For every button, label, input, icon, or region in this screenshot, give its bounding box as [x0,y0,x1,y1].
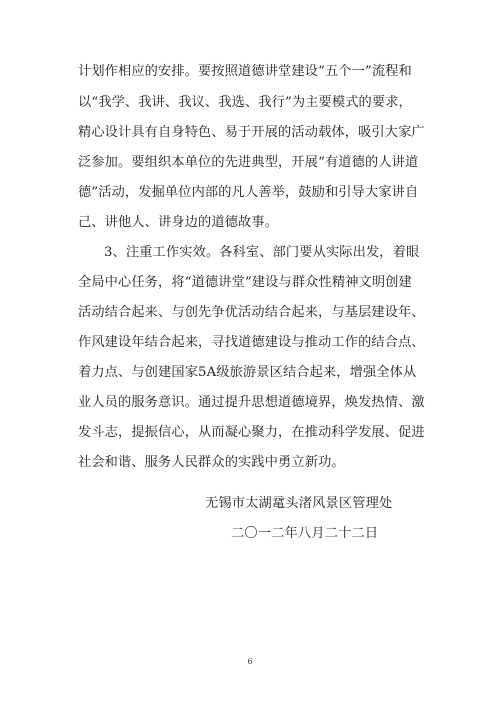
paragraph-2-line-5: 着力点、与创建国家5A级旅游景区结合起来，增强全体从 [78,365,417,380]
paragraph-1-line-5: 德”活动，发掘单位内部的凡人善举，鼓励和引导大家讲自 [78,185,419,200]
paragraph-2-line-7: 发斗志，提振信心，从而凝心聚力，在推动科学发展、促进 [78,425,425,440]
paragraph-2-line-1: 3、注重工作实效。各科室、部门要从实际出发，着眼 [104,245,420,260]
paragraph-1-line-4: 泛参加。要组织本单位的先进典型，开展“有道德的人讲道 [78,155,419,170]
paragraph-2-line-8: 社会和谐、服务人民群众的实践中勇立新功。 [78,455,345,470]
paragraph-1-line-6: 己、讲他人、讲身边的道德故事。 [78,215,279,230]
paragraph-1-line-2: 以“我学、我讲、我议、我选、我行”为主要模式的要求， [78,95,412,110]
signature-organization: 无锡市太湖鼋头渚风景区管理处 [205,496,393,511]
paragraph-2-line-6: 业人员的服务意识。通过提升思想道德境界，焕发热情、激 [78,395,425,410]
paragraph-2-line-2: 全局中心任务，将“道德讲堂”建设与群众性精神文明创建 [78,275,412,290]
paragraph-1-line-3: 精心设计具有自身特色、易于开展的活动载体，吸引大家广 [78,125,425,140]
paragraph-1-line-1: 计划作相应的安排。要按照道德讲堂建设“五个一”流程和 [78,64,412,79]
paragraph-2-line-4: 作风建设年结合起来，寻找道德建设与推动工作的结合点、 [78,335,425,350]
signature-date: 二〇一二年八月二十二日 [231,526,379,541]
paragraph-2-line-3: 活动结合起来、与创先争优活动结合起来，与基层建设年、 [78,305,425,320]
page-number: 6 [247,657,253,666]
